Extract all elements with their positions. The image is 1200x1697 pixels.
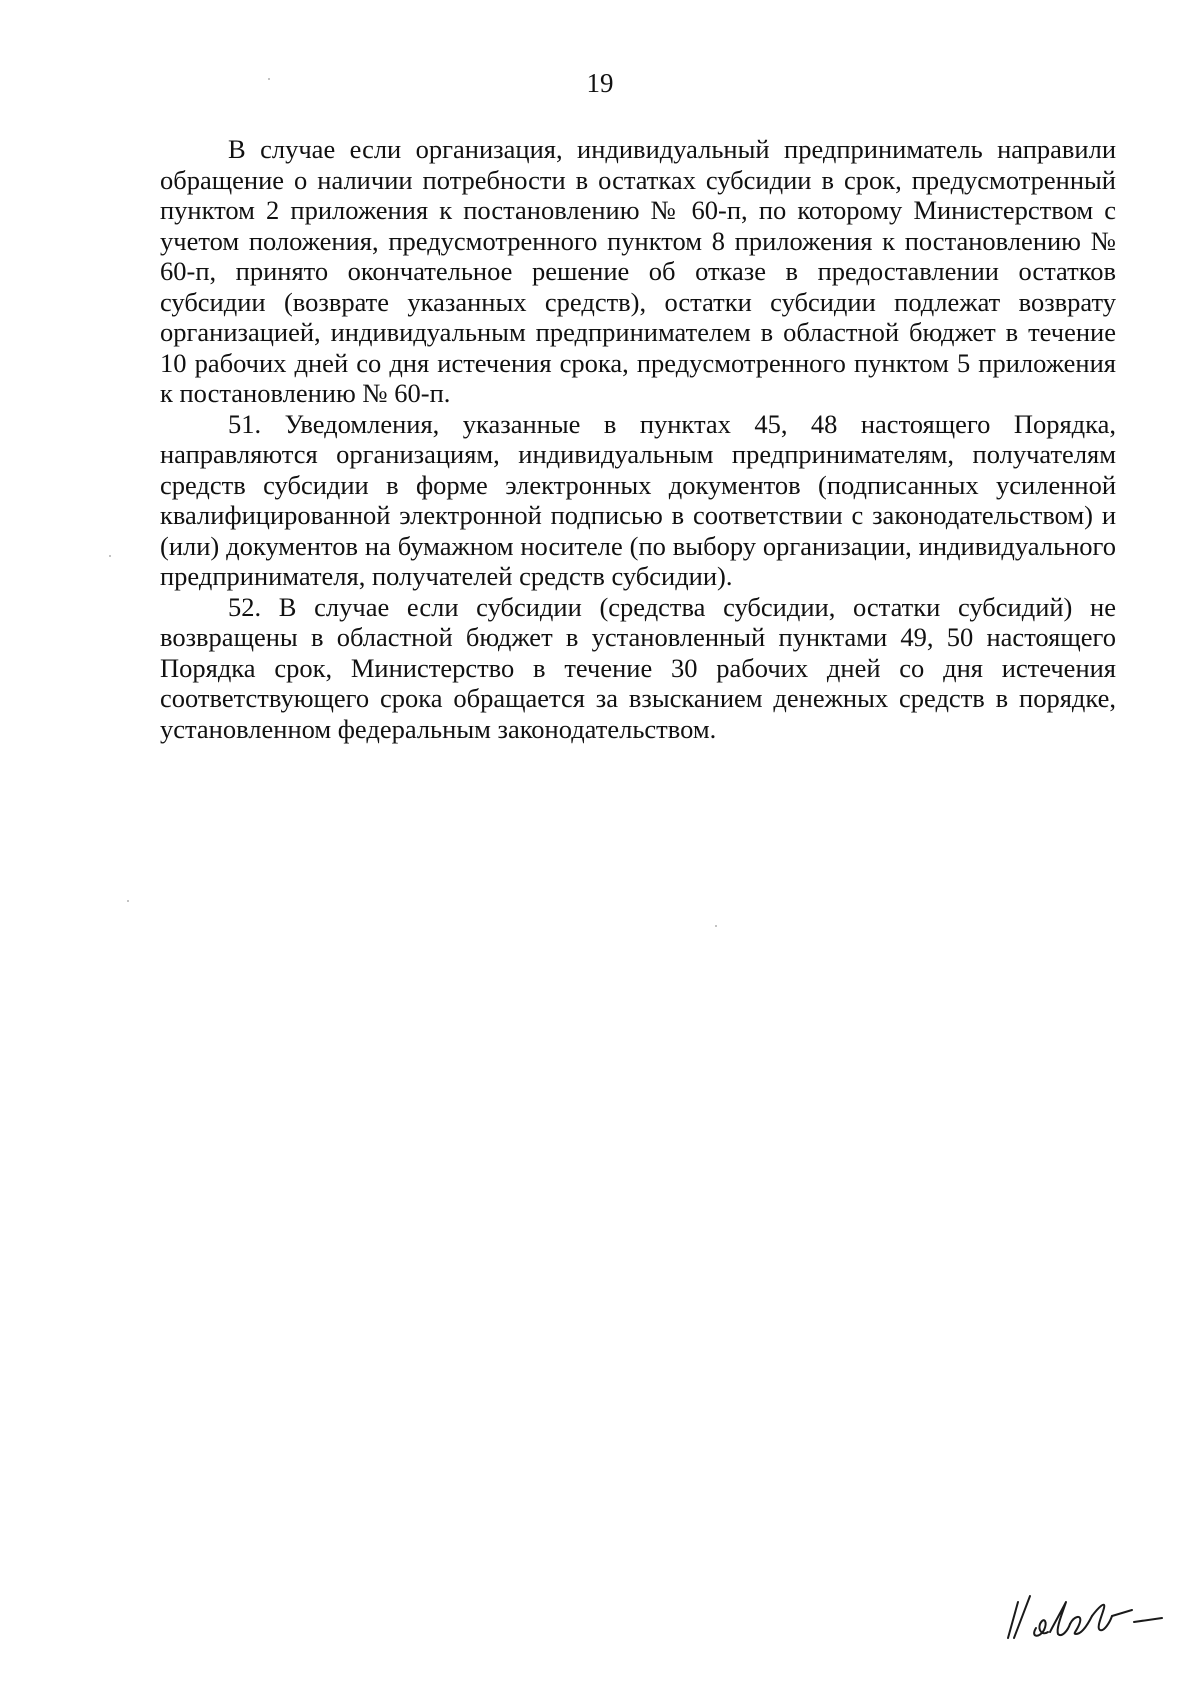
scan-artifact — [268, 78, 270, 80]
page-number: 19 — [586, 68, 614, 98]
scan-artifact — [127, 900, 129, 902]
paragraph-subsidy-return: В случае если организация, индивидуальный предприниматель направили обращение о наличии потребности в остатках субсидии в срок, предусмотренный пунктом 2 приложения к постановлению № 60-п, по которому Министерством с учетом положения, предусмотренного пунктом 8 приложения к постановлению № 60-п, принято окончательное решение об отказе в предоставлении остатков субсидии (возврате указанных средств), остатки субсидии подлежат возврату организацией, индивидуальным предпринимателем в областной бюджет в течение 10 рабочих дней со дня истечения срока, предусмотренного пунктом 5 приложения к постановлению № 60-п. — [160, 134, 1116, 408]
paragraph-52-recovery: 52. В случае если субсидии (средства субсидии, остатки субсидий) не возвращены в областной бюджет в установленный пунктами 49, 50 настоящего Порядка срок, Министерство в течение 30 рабочих дней со дня истечения соответствующего срока обращается за взысканием денежных средств в порядке, установленном федеральным законодательством. — [160, 591, 1116, 744]
document-body — [160, 134, 1116, 744]
scan-artifact — [109, 555, 111, 557]
handwritten-signature-icon — [1000, 1580, 1170, 1640]
scan-artifact — [715, 925, 717, 927]
paragraph-51-notifications: 51. Уведомления, указанные в пунктах 45, 48 настоящего Порядка, направляются организациям, индивидуальным предпринимателям, получателям средств субсидии в форме электронных документов (подписанных усиленной квалифицированной электронной подписью в соответствии с законодательством) и (или) документов на бумажном носителе (по выбору организации, индивидуального предпринимателя, получателей средств субсидии). — [160, 408, 1116, 591]
